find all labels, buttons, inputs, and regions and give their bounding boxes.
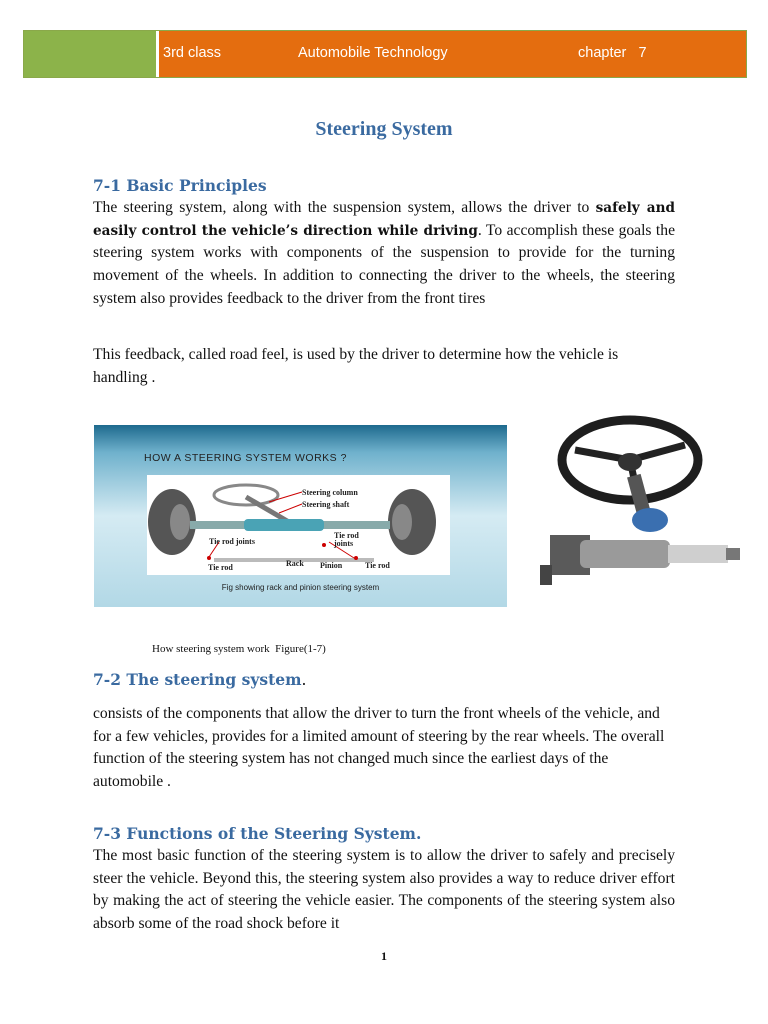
label-steering-column: Steering column [302,488,358,497]
label-tie-rod-joints-right: Tie rod [334,531,359,540]
rack-pinion-illustration [94,425,507,607]
steering-assembly-image [530,405,760,605]
label-tie-rod-left: Tie rod [208,563,233,572]
paragraph-road-feel: This feedback, called road feel, is used by the driver to determine how the vehicle is handling . [93,346,619,386]
paragraph-text: The steering system, along with the suspension system, allows the driver to [93,199,590,216]
header-chapter: chapter 7 [578,45,647,61]
label-steering-shaft: Steering shaft [302,500,350,509]
diagram-title: HOW A STEERING SYSTEM WORKS ? [144,452,347,464]
page-title: Steering System [315,118,453,140]
header-green-block [24,31,156,77]
section-heading-functions: 7-3 Functions of the Steering System. [93,824,422,843]
label-rack: Rack [286,559,304,568]
paragraph-steering-system: consists of the components that allow the driver to turn the front wheels of the vehicle, and for a few vehicles, provides for a limited amount of steering by the rear wheels. The overall function of the steering system has not changed much since the earliest days of the automobile . [93,705,665,791]
section-heading-basic-principles: 7-1 Basic Principles [93,176,267,195]
page-number: 1 [381,949,387,963]
diagram-caption: Fig showing rack and pinion steering system [221,583,380,592]
steering-diagram-image [94,425,507,607]
figure-caption: How steering system work Figure(1-7) [152,643,326,655]
bold-phrase: safely and easily control the vehicle’s direction while driving [93,200,675,239]
heading-suffix: . [301,671,307,689]
label-pinion: Pinion [320,561,343,570]
header-class: 3rd class [163,45,222,61]
paragraph-text: . To accomplish these goals the steering system works with components of the suspension to provide for the turning movement of the wheels. In addition to connecting the driver to the wheels, the steering system also provides feedback to the driver from the front tires [93,221,675,307]
paragraph-functions: The most basic function of the steering system is to allow the driver to safely and precisely steer the vehicle. Beyond this, the steering system also provides a way to reduce driver effort by making the act of steering the vehicle easier. The components of the steering system also absorb some of the road shock before it [93,847,675,933]
heading-text: 7-2 The steering system [93,670,302,689]
label-tie-rod-right: Tie rod [365,561,390,570]
header-orange-block [159,31,746,77]
section-heading-steering-system [93,670,306,689]
rack-shaft [668,545,728,563]
paragraph-basic-principles [93,197,675,311]
column-joint [632,508,668,532]
label-tie-rod-joints-right-2: joints [334,539,354,548]
steering-wheel [214,485,278,505]
header-bar [23,30,747,78]
header-subject: Automobile Technology [298,45,448,61]
label-tie-rod-joints-left: Tie rod joints [209,537,255,546]
